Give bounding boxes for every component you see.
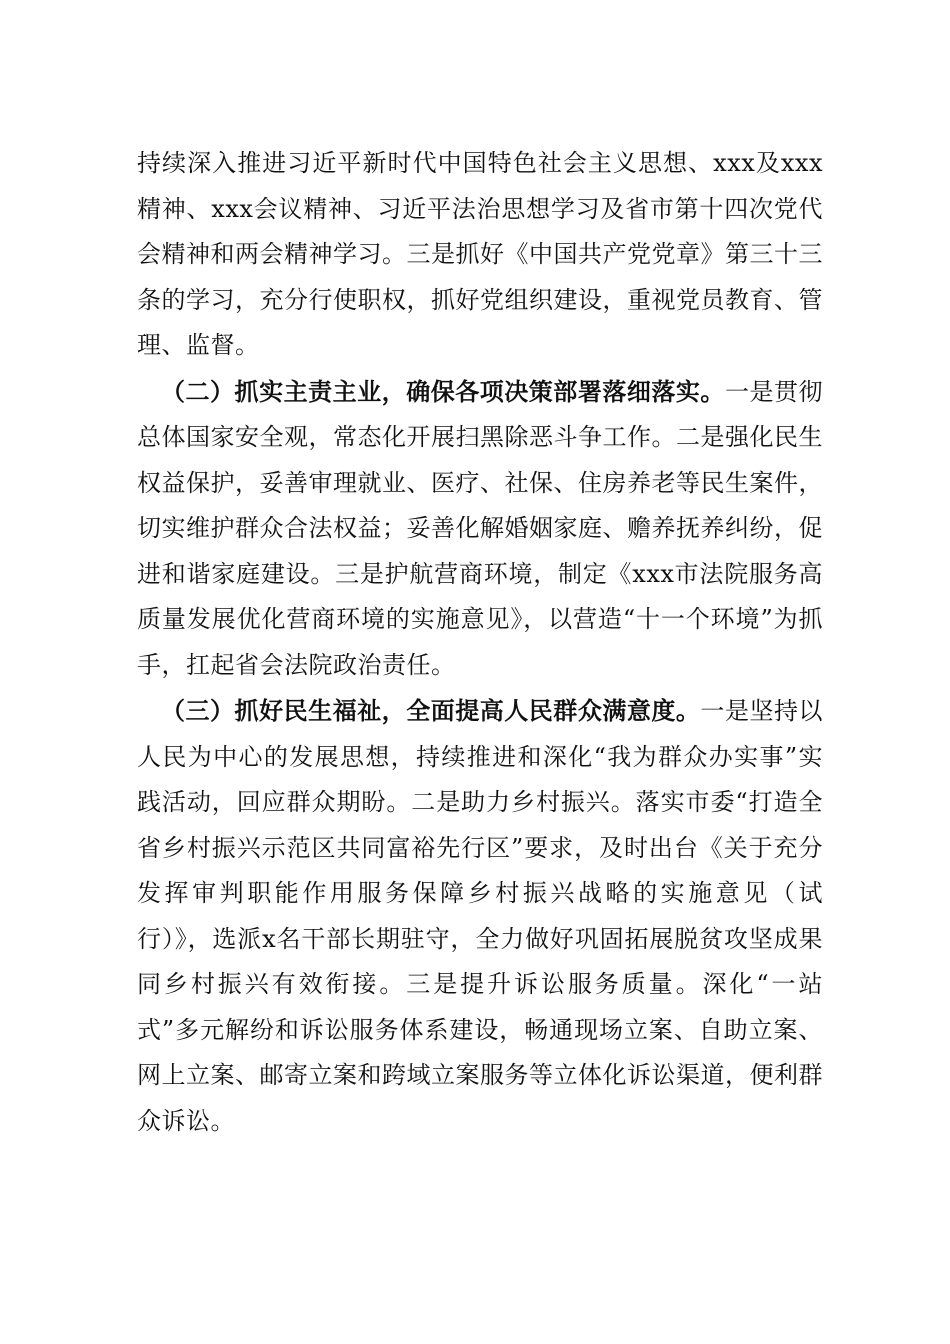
paragraph-body: 一是贯彻总体国家安全观，常态化开展扫黑除恶斗争工作。二是强化民生权益保护，妥善审理就业、医疗、社保、住房养老等民生案件，切实维护群众合法权益；妥善化解婚姻家庭、赡养抚养纠纷，促进和谐家庭建设。三是护航营商环境，制定《xxx市法院服务高质量发展优化营商环境的实施意见》，以营造“十一个环境”为抓手，扛起省会法院政治责任。 — [137, 377, 824, 679]
paragraph-continuation — [137, 141, 823, 369]
document-page — [137, 141, 823, 1144]
section-heading-2: （二）抓实主责主业，确保各项决策部署落细落实。 — [161, 376, 725, 406]
paragraph-body: 一是坚持以人民为中心的发展思想，持续推进和深化“我为群众办实事”实践活动，回应群众期盼。二是助力乡村振兴。落实市委“打造全省乡村振兴示范区共同富裕先行区”要求，及时出台《关于充分发挥审判职能作用服务保障乡村振兴战略的实施意见（试行）》，选派x名干部长期驻守，全力做好巩固拓展脱贫攻坚成果同乡村振兴有效衔接。三是提升诉讼服务质量。深化“一站式”多元解纷和诉讼服务体系建设，畅通现场立案、自助立案、网上立案、邮寄立案和跨域立案服务等立体化诉讼渠道，便利群众诉讼。 — [137, 697, 823, 1135]
section-heading-3: （三）抓好民生福祉，全面提高人民群众满意度。 — [161, 696, 701, 725]
paragraph-section-2 — [137, 369, 823, 689]
paragraph-section-3 — [137, 688, 823, 1144]
paragraph-body: 持续深入推进习近平新时代中国特色社会主义思想、xxx及xxx精神、xxx会议精神、习近平法治思想学习及省市第十四次党代会精神和两会精神学习。三是抓好《中国共产党党章》第三十三条的学习，充分行使职权，抓好党组织建设，重视党员教育、管理、监督。 — [137, 149, 823, 359]
